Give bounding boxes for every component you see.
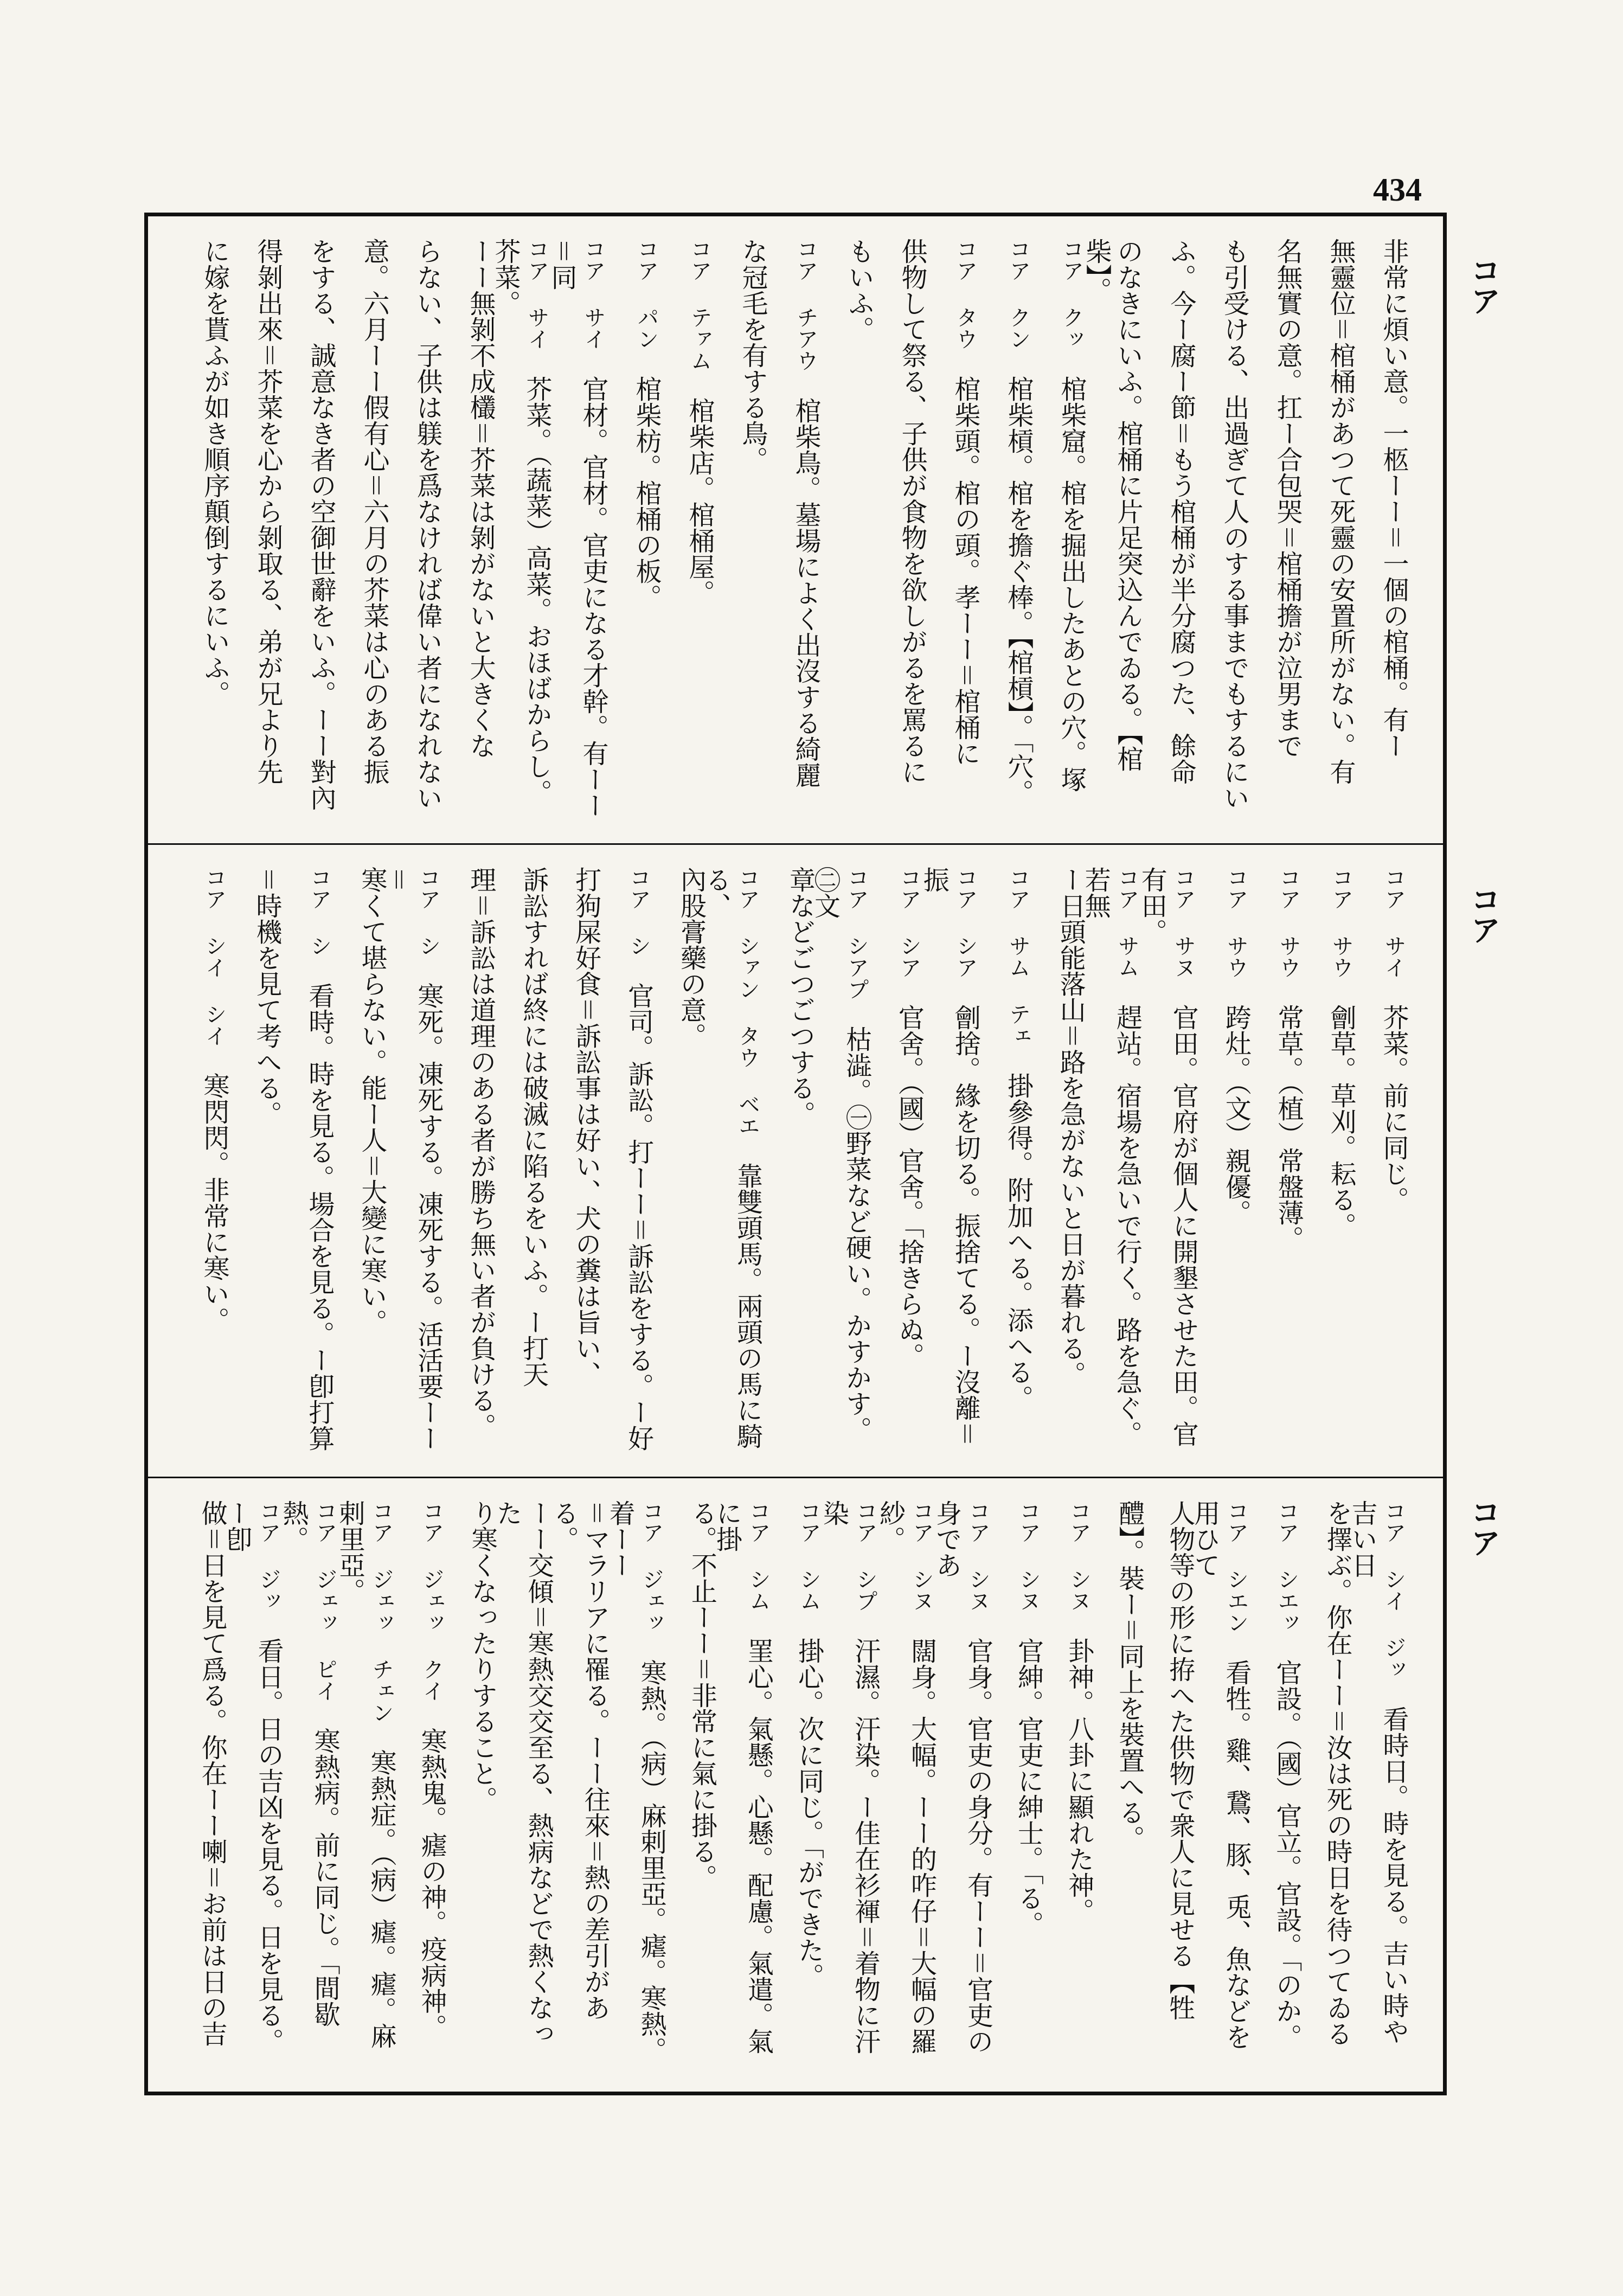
entry-text: 寒熱症。（病）瘧。瘧。麻剌里亞。 <box>335 1500 397 2049</box>
entry-continuation <box>1081 238 1144 820</box>
entry-text: 闊身。大幅。ーー的咋仔＝大幅の羅紗。 <box>875 1500 937 2054</box>
entry-continuation <box>822 238 875 820</box>
entry-text: をする、誠意なき者の空御世辭をいふ。ーー對內 <box>306 238 336 811</box>
page-number: 434 <box>1373 172 1422 208</box>
entry-headword-reading: コア ジェッ ピイ <box>312 1500 338 1702</box>
section-middle <box>148 843 1443 1476</box>
entry-headword-reading: コア シ <box>626 867 651 957</box>
dictionary-entry <box>993 1500 1044 2064</box>
entry-text: 棺柴枋。棺桶の板。 <box>631 376 662 610</box>
entry-text: 寒閃閃。非常に寒い。 <box>199 1073 229 1333</box>
entry-continuation <box>177 1500 228 2064</box>
entry-text: 掛參得。附加へる。添へる。 <box>1003 1073 1034 1411</box>
entry-text: 內股膏藥の意。 <box>676 867 707 1049</box>
entry-headword-reading: コア シ <box>415 867 441 957</box>
dictionary-entry <box>701 867 764 1454</box>
entry-headword-reading: コア サイ <box>581 238 606 350</box>
entry-continuation <box>337 238 390 820</box>
dictionary-entry <box>810 867 872 1454</box>
entry-text: 看牲。雞、鵞、豚、兎、魚などを用ひて <box>1189 1500 1252 2050</box>
entry-continuation <box>1145 1500 1196 2064</box>
dictionary-entry <box>818 1500 881 2064</box>
dictionary-entry <box>875 1500 937 2064</box>
entry-text: 得剝出來＝芥菜を心から剝取る、弟が兄より先 <box>253 238 283 785</box>
entry-text: ＝マラリアに罹る。ーー往來＝熱の差引がある。 <box>548 1500 611 2021</box>
entry-headword-reading: コア サヌ <box>1171 867 1196 978</box>
entry-continuation <box>443 238 496 820</box>
margin-label-top: コア <box>1466 255 1502 316</box>
entry-headword-reading: コア シヌ <box>1016 1500 1041 1612</box>
entry-text: に嫁を貰ふが如き順序顛倒するにいふ。 <box>200 238 230 707</box>
entry-text: 汗濕。汗染。ー佳在衫褌＝着物に汗染 <box>818 1500 881 2054</box>
dictionary-entry <box>381 867 444 1454</box>
entry-text: 官設。（國）官立。官設。「のか。 <box>1271 1659 1302 2050</box>
entry-text: 靠雙頭馬。兩頭の馬に騎る、 <box>701 867 763 1449</box>
entry-text: 卦神。八卦に顯れた神。 <box>1063 1638 1094 1924</box>
dictionary-entry <box>177 867 230 1454</box>
entry-text: 看時日。時を見る。吉い時や吉い日 <box>1347 1500 1409 2044</box>
entry-continuation <box>335 867 388 1454</box>
dictionary-entry <box>928 238 981 820</box>
entry-headword-reading: コア シイ シイ <box>202 867 227 1047</box>
entry-text: も引受ける、出過ぎて人のする事までもするにい <box>1219 238 1249 811</box>
entry-text: 看日。日の吉凶を見る。日を見る。ー卽 <box>222 1500 284 2054</box>
dictionary-entry <box>981 867 1034 1454</box>
entry-headword-reading: コア サイ <box>524 238 549 350</box>
entry-headword-reading: コア シエン <box>1223 1500 1249 1633</box>
dictionary-entry <box>1080 867 1143 1454</box>
dictionary-entry <box>1252 1500 1303 2064</box>
entry-headword-reading: コア サイ <box>1381 867 1406 978</box>
entry-text: ＝時機を見て考へる。 <box>251 867 282 1127</box>
entry-headword-reading: コア パン <box>634 238 659 350</box>
entry-text: 芥菜。（蔬菜）高菜。おほばからし。芥菜。 <box>490 238 552 805</box>
entry-headword-reading: コア ジェッ チェン <box>369 1500 394 1723</box>
entry-text: 供物して祭る、子供が食物を欲しがるを罵るに <box>897 238 927 785</box>
entry-text: 棺柴頭。棺の頭。孝ーー＝棺桶に <box>950 376 980 766</box>
entry-headword-reading: コア シ <box>306 867 332 957</box>
entry-text: 章などごつごつする。 <box>785 867 816 1127</box>
dictionary-entry <box>222 1500 284 2064</box>
section-bottom <box>148 1477 1443 2086</box>
entry-text: 跨灶。（文）親優。 <box>1221 1004 1252 1226</box>
entry-headword-reading: コア シアプ <box>844 867 869 1000</box>
dictionary-entry <box>931 1500 993 2064</box>
entry-text: 寒熱病。前に同じ。「間歇熱。 <box>278 1500 341 2027</box>
page-frame <box>144 213 1447 2095</box>
entry-text: ーー無剝不成欉＝芥菜は剝がないと大きくな <box>465 238 496 759</box>
dictionary-entry <box>919 867 981 1454</box>
entry-continuation <box>444 867 497 1454</box>
entry-headword-reading: コア シム <box>746 1500 771 1612</box>
entry-text: 官田。官府が個人に開墾させた田。官有田。 <box>1137 867 1199 1447</box>
entry-text: 寒熱鬼。瘧の神。疫病神。 <box>416 1728 447 2040</box>
entry-text: 棺柴窟。棺を掘出したあとの穴。塚 <box>1056 376 1087 792</box>
dictionary-entry <box>872 867 925 1454</box>
dictionary-entry <box>768 238 822 820</box>
entry-text: 做＝日を見て爲る。你在ーー喇＝お前は日の吉 <box>197 1500 228 2047</box>
entry-text: ふ。今ー腐ー節＝もう棺桶が半分腐つた、餘命 <box>1166 238 1196 785</box>
entry-continuation <box>1144 238 1197 820</box>
entry-headword-reading: コア サム テェ <box>1005 867 1031 1047</box>
entry-continuation <box>230 867 283 1454</box>
entry-text: 非常に煩い意。一柩ーー＝一個の棺桶。有ー <box>1378 238 1409 759</box>
entry-text: ーー交傾＝寒熱交交至る、熱病などで熱くなった <box>492 1500 554 2047</box>
entry-text: ー日頭能落山＝路を急がないと日が暮れる。 <box>1055 867 1086 1387</box>
entry-continuation <box>875 238 928 820</box>
entry-text: もいふ。 <box>844 238 874 342</box>
section-top <box>148 216 1443 842</box>
entry-text: 枯澁。㊀野菜など硬い。かすかす。㊁文 <box>810 867 872 1442</box>
entry-continuation <box>548 1500 611 2064</box>
entry-headword-reading: コア タウ <box>953 238 978 350</box>
entry-text: 寒熱。（病）麻剌里亞。瘧。寒熱。着ーー <box>605 1500 667 2063</box>
entry-headword-reading: コア クン <box>1006 238 1031 350</box>
dictionary-entry <box>547 238 609 820</box>
entry-headword-reading: コア サウ <box>1329 867 1354 978</box>
entry-continuation <box>230 238 284 820</box>
entry-text: な冠毛を有する鳥。 <box>737 238 768 472</box>
entry-text: 人物等の形に拵へた供物で衆人に見せる【牲 <box>1164 1500 1195 2021</box>
dictionary-entry <box>1199 867 1252 1454</box>
dictionary-entry <box>1044 1500 1095 2064</box>
entry-continuation <box>497 867 549 1454</box>
entry-continuation <box>1250 238 1303 820</box>
margin-label-bottom: コア <box>1466 1497 1502 1557</box>
entry-continuation <box>715 238 768 820</box>
entry-continuation <box>1034 867 1086 1454</box>
entry-headword-reading: コア シイ ジッ <box>1381 1500 1406 1680</box>
entry-columns <box>177 238 1409 820</box>
dictionary-entry <box>774 1500 824 2064</box>
dictionary-entry <box>1357 867 1409 1454</box>
entry-text: 芥菜。前に同じ。 <box>1378 1004 1409 1213</box>
entry-text: 寒くて堪らない。能ー人＝大變に寒い。 <box>356 867 387 1335</box>
entry-continuation <box>1095 1500 1145 2064</box>
entry-text: 看時。時を見る。場合を見る。ー卽打算 <box>304 983 335 1451</box>
entry-text: 趕站。宿場を急いで行く。路を急ぐ。若無 <box>1080 867 1143 1447</box>
dictionary-entry <box>1304 867 1357 1454</box>
entry-headword-reading: コア シプ <box>852 1500 878 1612</box>
entry-continuation <box>447 1500 498 2064</box>
entry-text: のなきにいふ。棺桶に片足突込んでゐる。【棺柴】。 <box>1081 238 1143 772</box>
entry-text: 訴訟すれば終には破滅に陷るをいふ。ー打天 <box>518 867 549 1387</box>
dictionary-entry <box>490 238 553 820</box>
entry-text: 官身。官吏の身分。有ーー＝官吏の身であ <box>931 1500 993 2054</box>
margin-label-middle: コア <box>1466 884 1502 945</box>
entry-text: 寒死。凍死する。凍死する。活活要ーー＝ <box>381 867 444 1451</box>
entry-continuation <box>655 867 707 1454</box>
entry-headword-reading: コア シヌ <box>909 1500 934 1612</box>
entry-text: 打狗屎好食＝訴訟事は好い、犬の糞は旨い、 <box>570 867 601 1387</box>
entry-text: 掛心。次に同じ。「ができた。 <box>793 1638 824 1989</box>
entry-text: 棺柴槓。棺を擔ぐ棒。【棺槓】。「穴。 <box>1003 376 1034 805</box>
entry-headword-reading: コア シァン タウ ベエ <box>735 867 760 1137</box>
entry-columns <box>177 1500 1409 2064</box>
entry-text: 常草。（植）常盤薄。 <box>1273 1004 1304 1252</box>
dictionary-entry <box>335 1500 397 2064</box>
dictionary-entry <box>1034 238 1087 820</box>
entry-text: 劊捨。緣を切る。振捨てる。ー沒離＝振 <box>919 867 981 1447</box>
entry-text: 官紳。官吏に紳士。「る。 <box>1013 1638 1044 1937</box>
entry-headword-reading: コア シム <box>796 1500 822 1612</box>
entry-headword-reading: コア ジッ <box>256 1500 281 1612</box>
entry-columns <box>177 867 1409 1454</box>
dictionary-entry <box>662 238 715 820</box>
entry-headword-reading: コア サウ <box>1223 867 1249 978</box>
entry-continuation <box>1303 1500 1353 2064</box>
entry-headword-reading: コア クッ <box>1059 238 1084 350</box>
entry-headword-reading: コア ジェッ <box>639 1500 664 1633</box>
entry-headword-reading: コア テァム <box>687 238 712 371</box>
dictionary-entry <box>283 867 335 1454</box>
entry-continuation <box>177 238 230 820</box>
entry-text: 名無實の意。扛ー合包哭＝棺桶擔が泣男まで <box>1272 238 1303 759</box>
dictionary-entry <box>711 1500 774 2064</box>
entry-text: 意。六月ーー假有心＝六月の芥菜は心のある振 <box>359 238 389 785</box>
entry-text: 棺柴鳥。墓場によく出沒する綺麗 <box>791 397 821 788</box>
dictionary-entry <box>609 238 662 820</box>
entry-continuation <box>284 238 337 820</box>
entry-continuation <box>1356 238 1409 820</box>
entry-headword-reading: コア サム <box>1114 867 1140 978</box>
entry-continuation <box>549 867 602 1454</box>
dictionary-entry <box>1252 867 1304 1454</box>
entry-headword-reading: コア チアウ <box>793 238 818 371</box>
dictionary-entry <box>1347 1500 1409 2064</box>
dictionary-entry <box>278 1500 341 2064</box>
entry-headword-reading: コア シア <box>953 867 978 978</box>
entry-text: 無靈位＝棺桶があつて死靈の安置所がない。有 <box>1325 238 1356 785</box>
entry-text: を擇ぶ。你在ーー＝汝は死の時日を待つてゐる <box>1322 1500 1352 2047</box>
dictionary-entry <box>981 238 1034 820</box>
dictionary-entry <box>602 867 655 1454</box>
entry-text: る。不止ーー＝非常に氣に掛る。 <box>687 1500 717 1890</box>
entry-text: り寒くなったりすること。 <box>467 1500 498 1812</box>
entry-text: 劊草。草刈。耘る。 <box>1326 1004 1357 1239</box>
entry-text: 罣心。氣懸。心懸。配慮。氣遣。氣に掛 <box>711 1500 774 2054</box>
entry-text: 醴】。裝ー＝同上を裝置へる。 <box>1114 1500 1145 1851</box>
entry-continuation <box>1197 238 1250 820</box>
entry-text: 官司。訴訟。打ーー＝訴訟をする。ー好 <box>623 983 654 1451</box>
entry-headword-reading: コア シヌ <box>965 1500 991 1612</box>
entry-continuation <box>492 1500 554 2064</box>
entry-text: 官舍。（國）官舍。「捨きらぬ。 <box>894 1004 925 1369</box>
dictionary-entry <box>397 1500 447 2064</box>
entry-text: らない、子供は躾を爲なければ偉い者になれない <box>412 238 442 811</box>
dictionary-entry <box>1137 867 1199 1454</box>
entry-continuation <box>667 1500 717 2064</box>
entry-headword-reading: コア サウ <box>1276 867 1301 978</box>
entry-continuation <box>1303 238 1356 820</box>
entry-headword-reading: コア シヌ <box>1066 1500 1092 1612</box>
dictionary-entry <box>1189 1500 1252 2064</box>
entry-text: 棺柴店。棺桶屋。 <box>684 397 715 606</box>
dictionary-entry <box>605 1500 667 2064</box>
entry-headword-reading: コア シア <box>896 867 922 978</box>
entry-text: 官材。官材。官吏になる才幹。有ーー＝同 <box>547 238 608 818</box>
entry-headword-reading: コア ジェッ クイ <box>419 1500 445 1702</box>
entry-headword-reading: コア シエッ <box>1274 1500 1299 1633</box>
entry-continuation <box>390 238 443 820</box>
entry-text: 理＝訴訟は道理のある者が勝ち無い者が負ける。 <box>465 867 496 1439</box>
entry-continuation <box>764 867 816 1454</box>
